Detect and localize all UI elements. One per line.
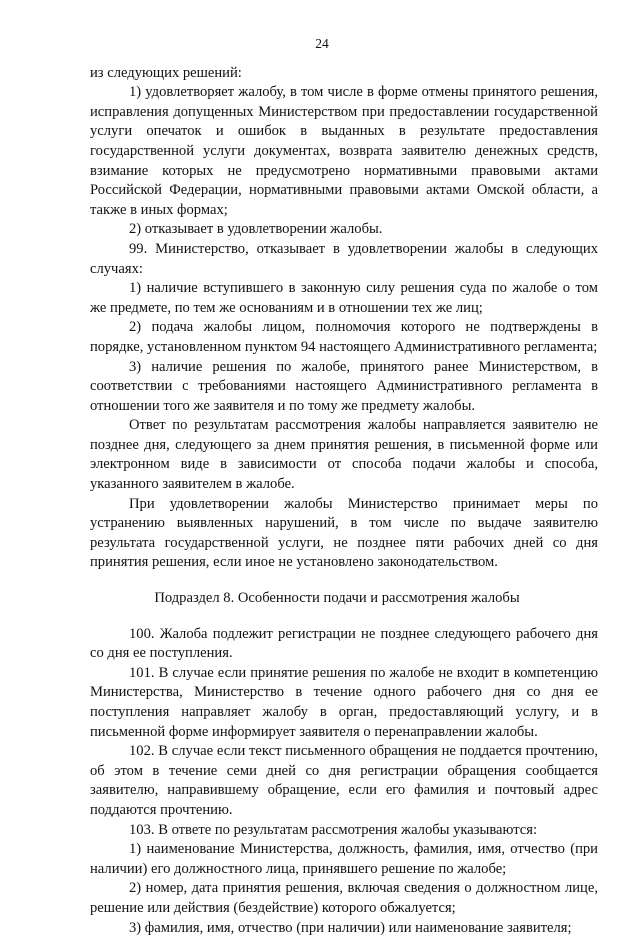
- section-heading: Подраздел 8. Особенности подачи и рассмотрения жалобы: [154, 590, 520, 607]
- body-text-bottom: [90, 625, 598, 938]
- paragraph: Ответ по результатам рассмотрения жалобы направляется заявителю не позднее дня, следующего за днем принятия решения, в письменной форме или электронном виде в зависимости от способа подачи жалобы и способа, указанного заявителем в жалобе.: [90, 417, 598, 493]
- paragraph: 103. В ответе по результатам рассмотрения жалобы указываются:: [129, 821, 538, 838]
- paragraph: 1) наименование Министерства, должность, фамилия, имя, отчество (при наличии) его должностного лица, принявшего решение по жалобе;: [90, 841, 598, 877]
- paragraph: 101. В случае если принятие решения по жалобе не входит в компетенцию Министерства, Министерство в течение одного рабочего дня со дня ее поступления направляет жалобу в орган, предоставляющий услугу, и в письменной форме информирует заявителя о перенаправлении жалобы.: [90, 664, 598, 740]
- body-text-top: [90, 64, 598, 573]
- paragraph: При удовлетворении жалобы Министерство принимает меры по устранению выявленных нарушений, в том числе по выдаче заявителю результата государственной услуги, не позднее пяти рабочих дней со дня принятия решения, если иное не установлено законодательством.: [90, 495, 598, 571]
- paragraph: 102. В случае если текст письменного обращения не поддается прочтению, об этом в течение семи дней со дня регистрации обращения сообщается заявителю, направившему обращение, если его фамилия и почтовый адрес поддаются прочтению.: [90, 743, 598, 818]
- paragraph: 3) фамилия, имя, отчество (при наличии) или наименование заявителя;: [129, 919, 572, 936]
- paragraph: 2) подача жалобы лицом, полномочия которого не подтверждены в порядке, установленном пунктом 94 настоящего Административного регламента;: [90, 319, 598, 355]
- paragraph: 2) отказывает в удовлетворении жалобы.: [129, 221, 383, 238]
- paragraph: из следующих решений:: [90, 64, 242, 81]
- paragraph: 1) удовлетворяет жалобу, в том числе в форме отмены принятого решения, исправления допущенных Министерством при предоставлении государственной услуги опечаток и ошибок в выданных в результате предоставления государственной услуги документах, возврата заявителю денежных средств, взимание которых не предусмотрено нормативными правовыми актами Российской Федерации, нормативными правовыми актами Омской области, а также в иных формах;: [90, 84, 598, 218]
- paragraph: 99. Министерство, отказывает в удовлетворении жалобы в следующих случаях:: [90, 240, 598, 277]
- paragraph: 1) наличие вступившего в законную силу решения суда по жалобе о том же предмете, по тем же основаниям и в отношении тех же лиц;: [90, 280, 598, 316]
- paragraph: 100. Жалоба подлежит регистрации не позднее следующего рабочего дня со дня ее поступления.: [90, 625, 598, 662]
- paragraph: 3) наличие решения по жалобе, принятого ранее Министерством, в соответствии с требованиями настоящего Административного регламента в отношении того же заявителя и по тому же предмету жалобы.: [90, 358, 598, 414]
- paragraph: 2) номер, дата принятия решения, включая сведения о должностном лице, решение или действия (бездействие) которого обжалуется;: [90, 880, 598, 916]
- page-number: 24: [315, 36, 329, 51]
